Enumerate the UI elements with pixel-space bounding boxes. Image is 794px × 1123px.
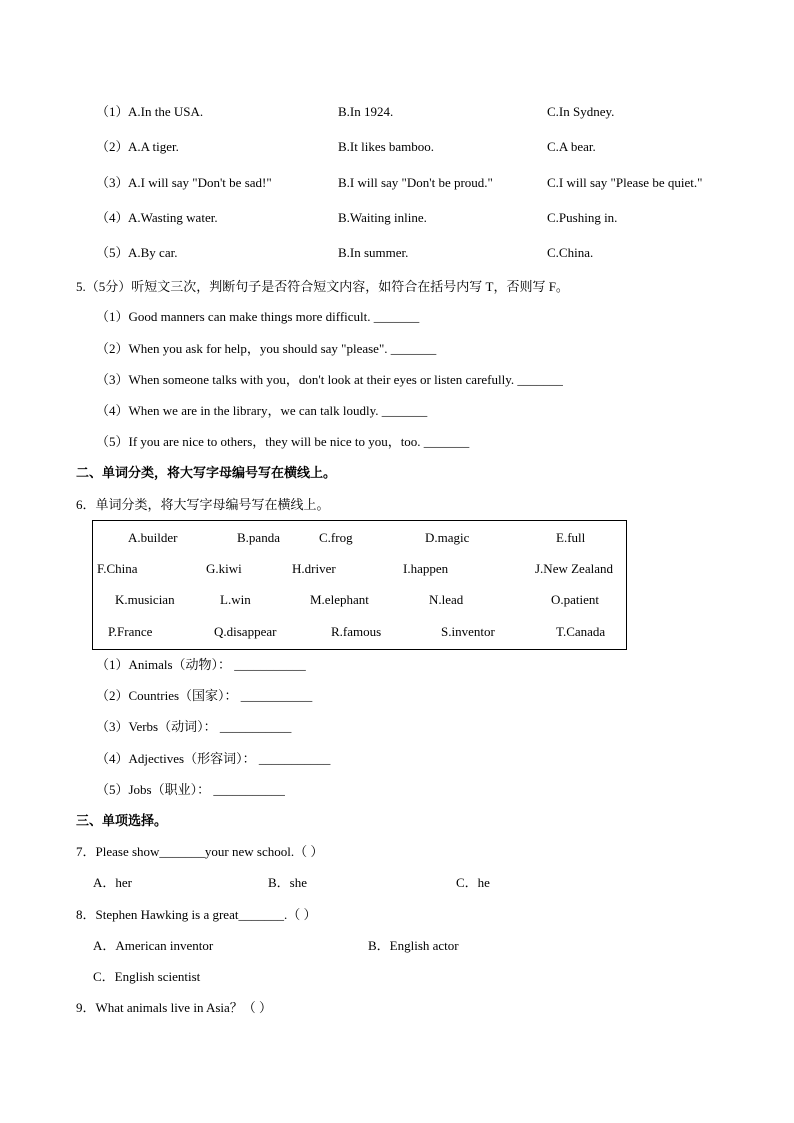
q4-option-a: A.I will say "Don't be sad!" [128,175,272,190]
q7-option-c: C．he [456,875,490,890]
q5-statement: （2）When you ask for help，you should say "please". _______ [96,341,437,356]
q4-number: （1） [96,104,129,119]
word-option: B.panda [237,530,280,545]
q4-option-b: B.In 1924. [338,104,394,119]
q4-option-b: B.I will say "Don't be proud." [338,175,493,190]
word-option: E.full [556,530,586,545]
q4-number: （3） [96,175,129,190]
word-option: I.happen [403,561,449,576]
word-option: P.France [108,624,153,639]
q4-option-c: C.China. [547,245,594,260]
word-option: T.Canada [556,624,606,639]
word-option: G.kiwi [206,561,242,576]
q4-option-c: C.I will say "Please be quiet." [547,175,703,190]
word-option: R.famous [331,624,382,639]
word-option: H.driver [292,561,336,576]
category-line: （5）Jobs（职业）： ___________ [96,782,285,797]
word-option: D.magic [425,530,470,545]
q7-option-a: A．her [93,875,132,890]
section-heading: 二、单词分类，将大写字母编号写在横线上。 [76,465,337,480]
word-option: K.musician [115,592,175,607]
q7-option-b: B．she [268,875,308,890]
q4-option-a: A.A tiger. [128,139,179,154]
q9-stem: 9．What animals live in Asia？（ ） [76,1000,273,1015]
q5-statement: （1）Good manners can make things more difficult. _______ [96,309,420,324]
category-line: （4）Adjectives（形容词）： ___________ [96,751,331,766]
section-heading: 三、单项选择。 [76,813,168,828]
q8-option-c: C．English scientist [93,969,201,984]
q7-stem: 7．Please show_______your new school.（ ） [76,844,324,859]
q4-number: （2） [96,139,129,154]
q5-statement: （4）When we are in the library，we can talk loudly. _______ [96,403,428,418]
q6-title: 6．单词分类，将大写字母编号写在横线上。 [76,497,330,512]
word-option: F.China [97,561,138,576]
q4-number: （5） [96,245,129,260]
word-option: S.inventor [441,624,495,639]
q4-option-c: C.In Sydney. [547,104,615,119]
word-option: N.lead [429,592,464,607]
q5-statement: （5）If you are nice to others，they will be nice to you，too. _______ [96,434,470,449]
category-line: （2）Countries（国家）： ___________ [96,688,313,703]
category-line: （3）Verbs（动词）： ___________ [96,719,292,734]
q4-option-a: A.Wasting water. [128,210,218,225]
q4-option-a: A.In the USA. [128,104,204,119]
q4-option-b: B.Waiting inline. [338,210,427,225]
q4-option-b: B.It likes bamboo. [338,139,435,154]
q4-number: （4） [96,210,129,225]
q4-option-c: C.Pushing in. [547,210,618,225]
word-option: A.builder [128,530,178,545]
word-option: O.patient [551,592,600,607]
q8-stem: 8．Stephen Hawking is a great_______.（ ） [76,907,317,922]
q5-statement: （3）When someone talks with you，don't look at their eyes or listen carefully. _______ [96,372,563,387]
word-option: L.win [220,592,251,607]
word-option: M.elephant [310,592,369,607]
word-option: C.frog [319,530,353,545]
category-line: （1）Animals（动物）： ___________ [96,657,306,672]
word-option: J.New Zealand [535,561,613,576]
q4-option-c: C.A bear. [547,139,596,154]
q4-option-b: B.In summer. [338,245,409,260]
q5-title: 5.（5分）听短文三次，判断句子是否符合短文内容，如符合在括号内写 T，否则写 F。 [76,279,569,294]
word-option: Q.disappear [214,624,277,639]
q4-option-a: A.By car. [128,245,178,260]
q8-option-b: B．English actor [368,938,459,953]
q8-option-a: A．American inventor [93,938,214,953]
